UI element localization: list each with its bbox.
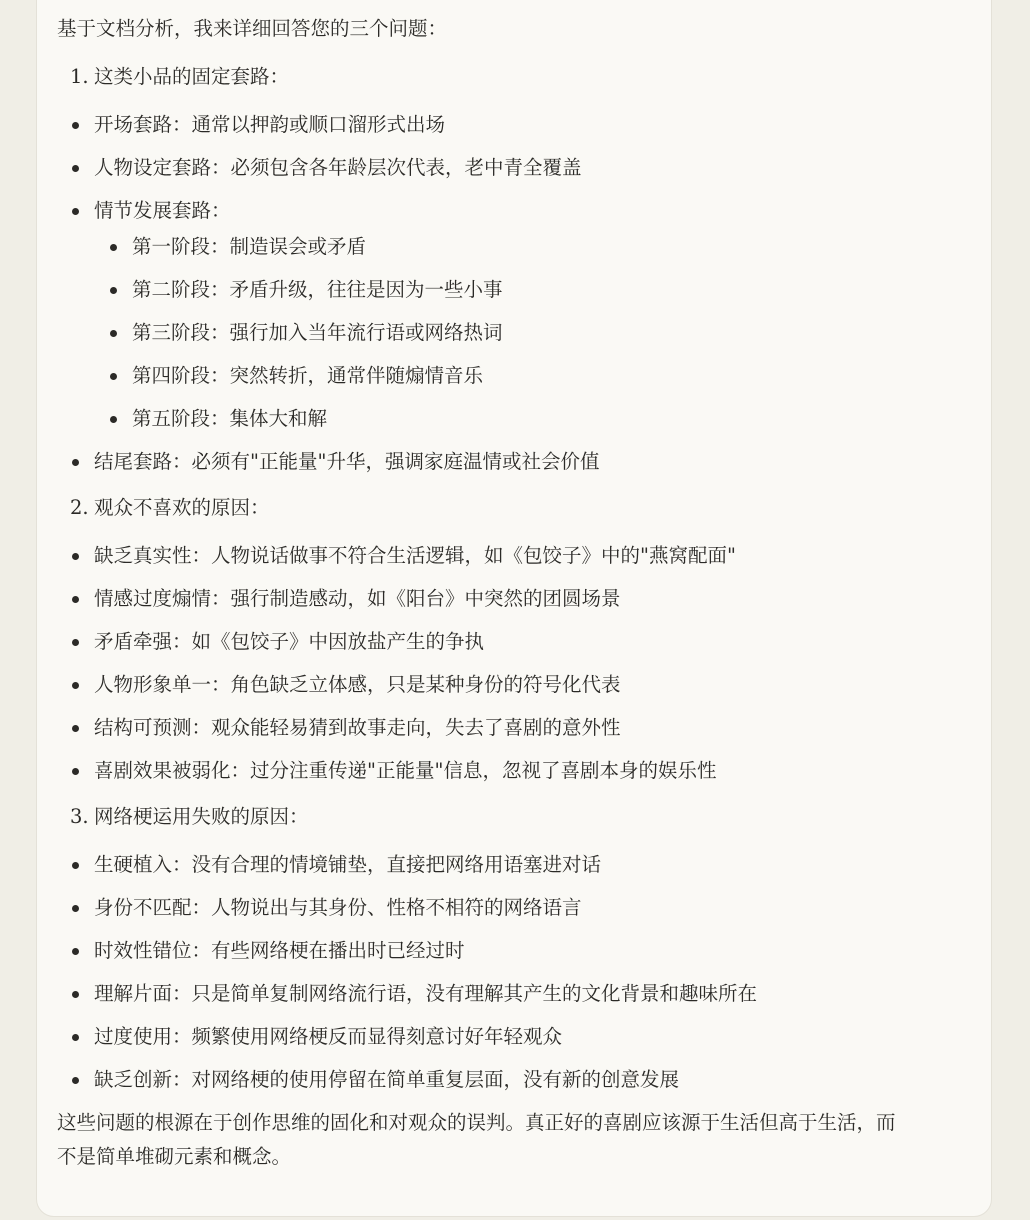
nested-list-item: 第二阶段：矛盾升级，往往是因为一些小事 xyxy=(94,273,937,307)
list-item: 矛盾牵强：如《包饺子》中因放盐产生的争执 xyxy=(57,625,937,659)
bullet-list xyxy=(57,848,937,1097)
nested-list-item: 第五阶段：集体大和解 xyxy=(94,402,937,436)
list-item: 理解片面：只是简单复制网络流行语，没有理解其产生的文化背景和趣味所在 xyxy=(57,977,937,1011)
nested-list-item: 第四阶段：突然转折，通常伴随煽情音乐 xyxy=(94,359,937,393)
section-number: 1. xyxy=(70,65,89,88)
section-title-2 xyxy=(57,491,937,525)
bullet-list xyxy=(57,539,937,788)
list-item xyxy=(57,194,937,436)
list-item: 人物形象单一：角色缺乏立体感，只是某种身份的符号化代表 xyxy=(57,668,937,702)
section-title-text: 网络梗运用失败的原因： xyxy=(94,805,309,828)
list-item: 缺乏真实性：人物说话做事不符合生活逻辑，如《包饺子》中的"燕窝配面" xyxy=(57,539,937,573)
list-item: 结尾套路：必须有"正能量"升华，强调家庭温情或社会价值 xyxy=(57,445,937,479)
list-item: 生硬植入：没有合理的情境铺垫，直接把网络用语塞进对话 xyxy=(57,848,937,882)
bullet-list xyxy=(57,108,937,479)
list-item: 人物设定套路：必须包含各年龄层次代表，老中青全覆盖 xyxy=(57,151,937,185)
nested-list-item: 第一阶段：制造误会或矛盾 xyxy=(94,230,937,264)
list-item-text: 情节发展套路： xyxy=(94,199,231,222)
list-item: 喜剧效果被弱化：过分注重传递"正能量"信息，忽视了喜剧本身的娱乐性 xyxy=(57,754,937,788)
list-item: 身份不匹配：人物说出与其身份、性格不相符的网络语言 xyxy=(57,891,937,925)
section-title-1 xyxy=(57,60,937,94)
section-number: 2. xyxy=(70,496,89,519)
list-item: 过度使用：频繁使用网络梗反而显得刻意讨好年轻观众 xyxy=(57,1020,937,1054)
list-item: 结构可预测：观众能轻易猜到故事走向，失去了喜剧的意外性 xyxy=(57,711,937,745)
nested-list-item: 第三阶段：强行加入当年流行语或网络热词 xyxy=(94,316,937,350)
section-title-text: 观众不喜欢的原因： xyxy=(94,496,270,519)
section-title-3 xyxy=(57,800,937,834)
list-item: 情感过度煽情：强行制造感动，如《阳台》中突然的团圆场景 xyxy=(57,582,937,616)
list-item: 缺乏创新：对网络梗的使用停留在简单重复层面，没有新的创意发展 xyxy=(57,1063,937,1097)
nested-bullet-list xyxy=(94,230,937,436)
intro-paragraph: 基于文档分析，我来详细回答您的三个问题： xyxy=(57,17,448,40)
list-item: 时效性错位：有些网络梗在播出时已经过时 xyxy=(57,934,937,968)
list-item: 开场套路：通常以押韵或顺口溜形式出场 xyxy=(57,108,937,142)
conclusion-paragraph: 这些问题的根源在于创作思维的固化和对观众的误判。真正好的喜剧应该源于生活但高于生活，而不是简单堆砌元素和概念。 xyxy=(57,1111,896,1168)
section-title-text: 这类小品的固定套路： xyxy=(94,65,290,88)
section-number: 3. xyxy=(70,805,89,828)
message-content xyxy=(57,12,937,1174)
